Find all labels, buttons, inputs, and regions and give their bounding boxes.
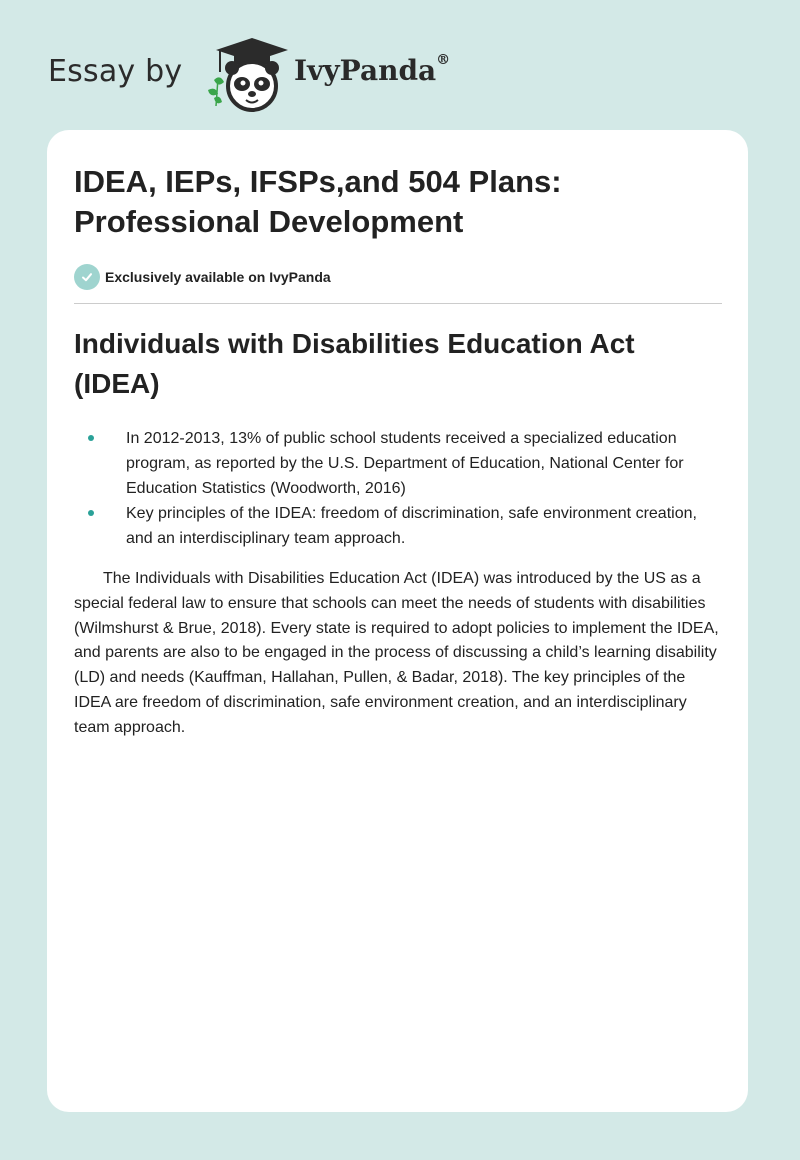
bullet-list: [74, 426, 724, 551]
bullet-icon: [88, 435, 94, 441]
bullet-icon: [88, 510, 94, 516]
list-item-text: In 2012-2013, 13% of public school students received a specialized education program, as reported by the U.S. Department of Education, National Center for Education Statistics (Woodworth, 2016): [126, 430, 684, 497]
body-paragraph: The Individuals with Disabilities Education Act (IDEA) was introduced by the US as a special federal law to ensure that schools can meet the needs of students with disabilities (Wilmshurst & Brue, 2018). Every state is required to adopt policies to implement the IDEA, and parents are also to be engaged in the process of discussing a child’s learning disability (LD) and needs (Kauffman, Hallahan, Pullen, & Badar, 2018). The key principles of the IDEA are freedom of discrimination, safe environment creation, and an interdisciplinary team approach.: [74, 570, 719, 736]
list-item: [74, 426, 724, 501]
exclusive-badge: [74, 264, 331, 290]
check-icon: [74, 264, 100, 290]
brand-name: IvyPanda®: [294, 52, 451, 87]
panda-logo-icon: [200, 34, 292, 114]
divider: [74, 303, 722, 304]
badge-text: Exclusively available on IvyPanda: [105, 269, 331, 285]
site-header: [48, 34, 568, 114]
registered-mark: ®: [436, 52, 451, 68]
list-item-text: Key principles of the IDEA: freedom of discrimination, safe environment creation, and an interdisciplinary team approach.: [126, 505, 697, 547]
essay-by-label: Essay by: [48, 53, 183, 89]
document-card: [47, 130, 748, 1112]
list-item: [74, 501, 724, 551]
page-title: IDEA, IEPs, IFSPs,and 504 Plans: Professional Development: [74, 164, 562, 239]
section-heading: Individuals with Disabilities Education Act (IDEA): [74, 328, 635, 399]
